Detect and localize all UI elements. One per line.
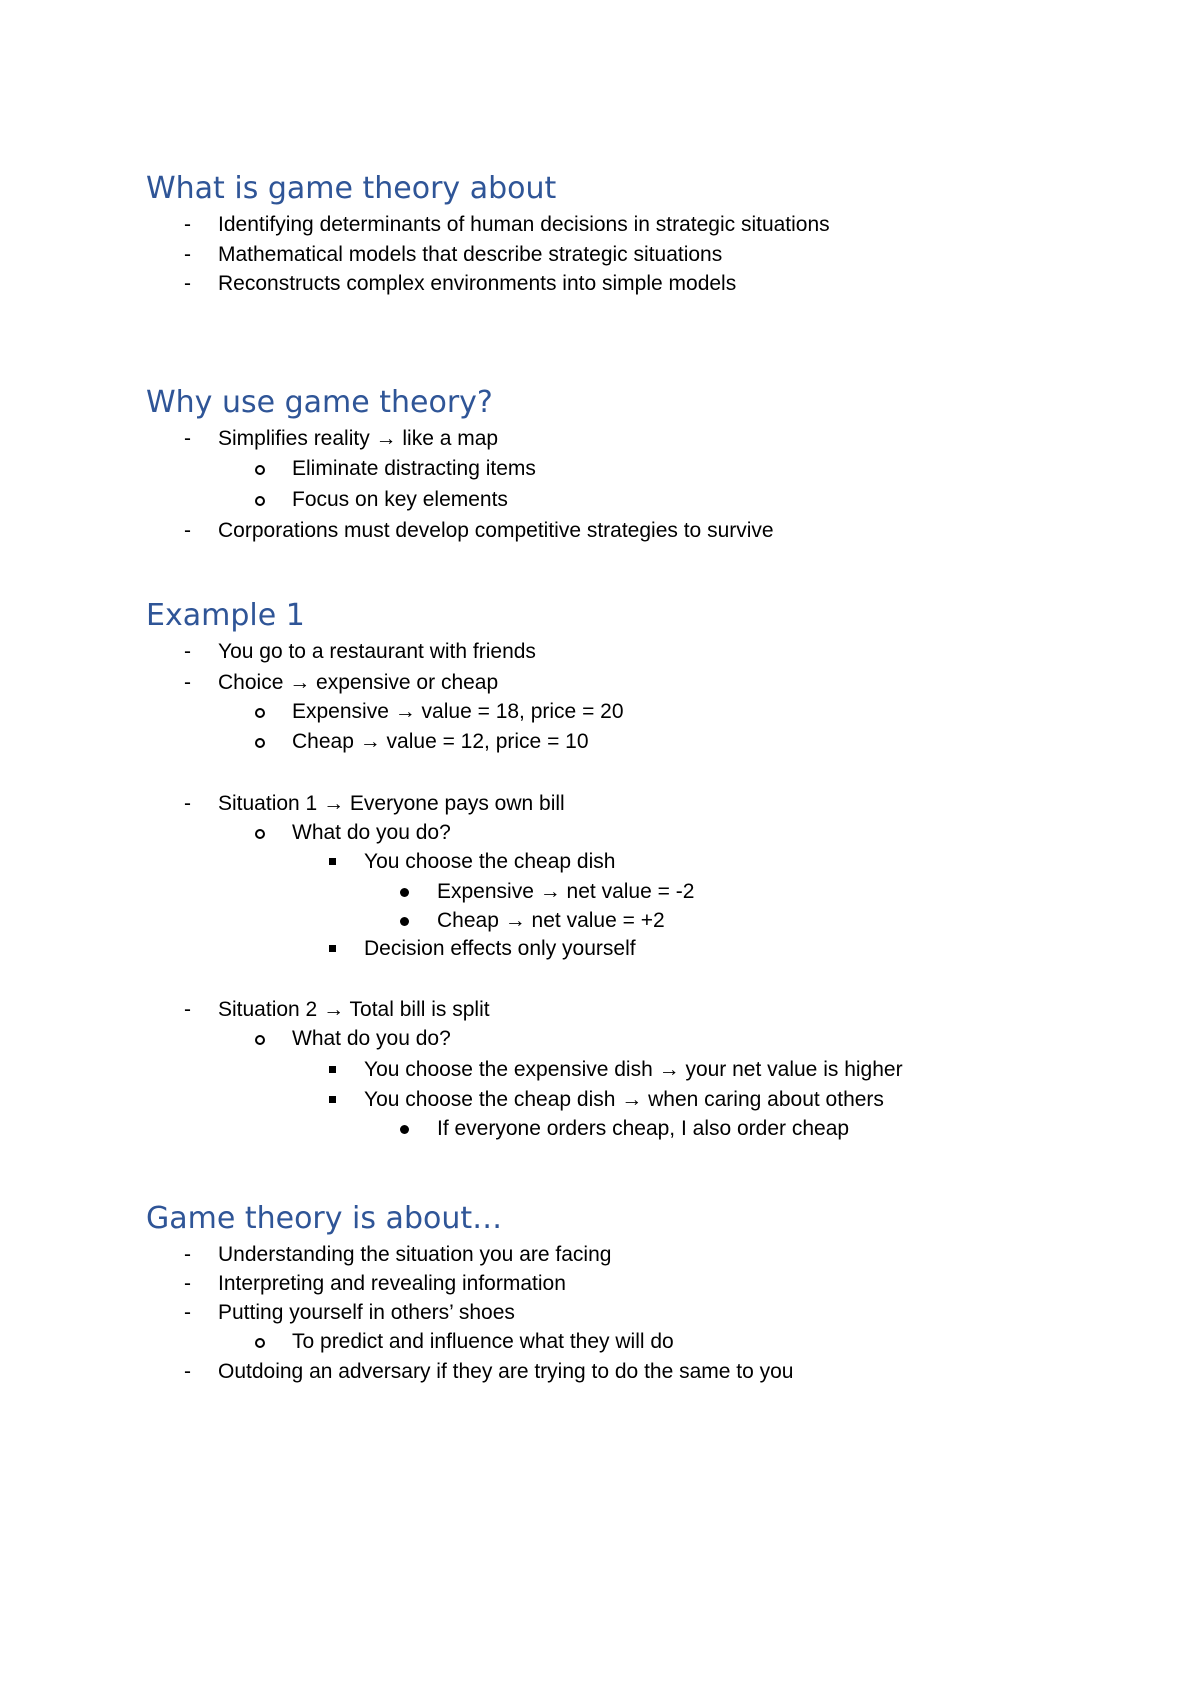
section-heading: Example 1 — [146, 598, 305, 633]
list-item: You go to a restaurant with friends — [218, 640, 536, 663]
list-item: Focus on key elements — [292, 488, 508, 511]
list-item: Interpreting and revealing information — [218, 1272, 566, 1295]
list-item: Eliminate distracting items — [292, 457, 536, 480]
square-bullet — [329, 945, 336, 952]
list-item: Corporations must develop competitive strategies to survive — [218, 519, 774, 542]
list-item: Situation 2 → Total bill is split — [218, 998, 490, 1021]
dash-bullet: - — [184, 519, 191, 542]
list-item: What do you do? — [292, 821, 451, 844]
dash-bullet: - — [184, 427, 191, 450]
list-item: Situation 1 → Everyone pays own bill — [218, 792, 565, 815]
list-item: What do you do? — [292, 1027, 451, 1050]
list-item: You choose the expensive dish → your net value is higher — [364, 1058, 903, 1081]
list-item: Understanding the situation you are facing — [218, 1243, 612, 1266]
dash-bullet: - — [184, 792, 191, 815]
list-item: You choose the cheap dish — [364, 850, 616, 873]
dot-bullet — [400, 888, 409, 897]
section-heading: Why use game theory? — [146, 385, 493, 420]
section-heading: What is game theory about — [146, 171, 557, 206]
list-item: Outdoing an adversary if they are trying to do the same to you — [218, 1360, 794, 1383]
dash-bullet: - — [184, 998, 191, 1021]
dot-bullet — [400, 1125, 409, 1134]
dash-bullet: - — [184, 243, 191, 266]
list-item: Mathematical models that describe strategic situations — [218, 243, 723, 266]
dot-bullet — [400, 917, 409, 926]
section-heading: Game theory is about… — [146, 1201, 503, 1236]
square-bullet — [329, 1066, 336, 1073]
dash-bullet: - — [184, 640, 191, 663]
list-item: Expensive → net value = -2 — [437, 880, 695, 903]
list-item: Identifying determinants of human decisions in strategic situations — [218, 213, 830, 236]
circle-bullet — [255, 738, 265, 748]
circle-bullet — [255, 1035, 265, 1045]
square-bullet — [329, 858, 336, 865]
list-item: Choice → expensive or cheap — [218, 671, 499, 694]
list-item: Cheap → value = 12, price = 10 — [292, 730, 589, 753]
dash-bullet: - — [184, 1272, 191, 1295]
list-item: Expensive → value = 18, price = 20 — [292, 700, 624, 723]
list-item: Decision effects only yourself — [364, 937, 636, 960]
dash-bullet: - — [184, 1243, 191, 1266]
list-item: Putting yourself in others’ shoes — [218, 1301, 515, 1324]
list-item: Cheap → net value = +2 — [437, 909, 665, 932]
list-item: To predict and influence what they will do — [292, 1330, 674, 1353]
list-item: If everyone orders cheap, I also order cheap — [437, 1117, 850, 1140]
list-item: You choose the cheap dish → when caring about others — [364, 1088, 884, 1111]
dash-bullet: - — [184, 671, 191, 694]
dash-bullet: - — [184, 1360, 191, 1383]
square-bullet — [329, 1096, 336, 1103]
circle-bullet — [255, 465, 265, 475]
dash-bullet: - — [184, 1301, 191, 1324]
circle-bullet — [255, 708, 265, 718]
list-item: Simplifies reality → like a map — [218, 427, 499, 450]
circle-bullet — [255, 496, 265, 506]
dash-bullet: - — [184, 272, 191, 295]
dash-bullet: - — [184, 213, 191, 236]
circle-bullet — [255, 1338, 265, 1348]
list-item: Reconstructs complex environments into simple models — [218, 272, 737, 295]
circle-bullet — [255, 829, 265, 839]
